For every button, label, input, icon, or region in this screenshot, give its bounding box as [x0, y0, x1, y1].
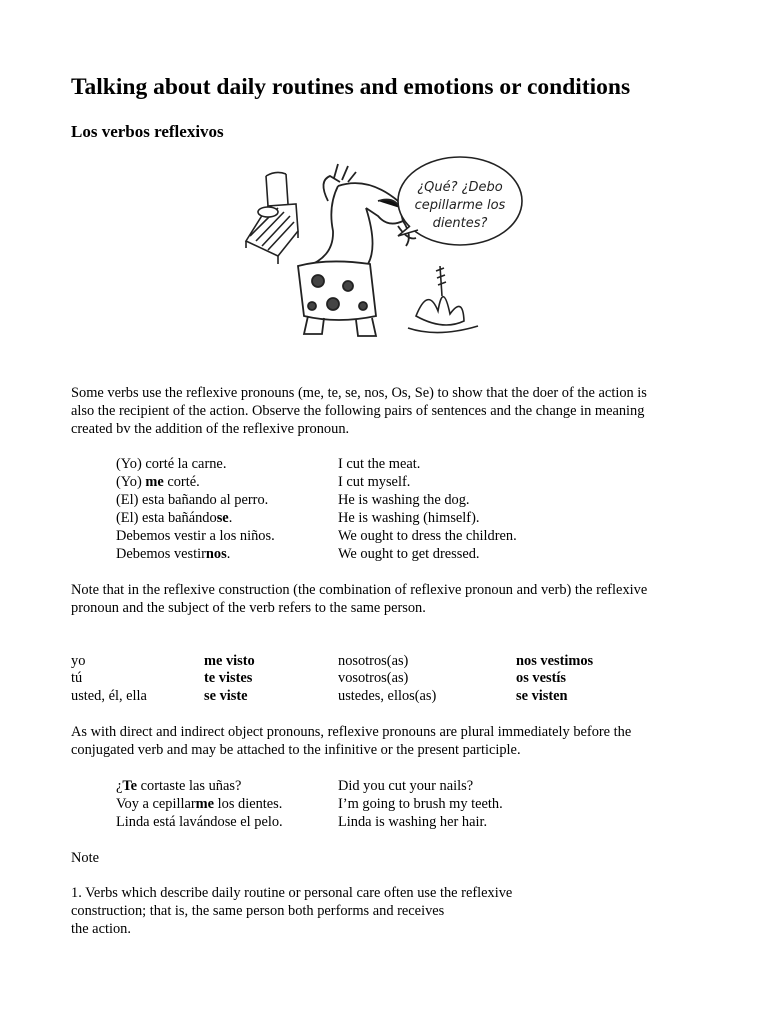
verb-form-cell: me visto — [204, 653, 255, 669]
text-line: created bv the addition of the reflexive pronoun. — [71, 421, 350, 437]
spanish-sentence: Linda está lavándose el pelo. — [116, 814, 283, 830]
spanish-sentence: (El) esta bañando al perro. — [116, 492, 269, 508]
english-sentence: I’m going to brush my teeth. — [338, 796, 503, 812]
text-line: the action. — [71, 921, 131, 937]
spanish-sentence: (Yo) corté la carne. — [116, 456, 227, 472]
text-line: As with direct and indirect object pronouns, reflexive pronouns are plural immediately before the — [71, 724, 632, 740]
pronoun-cell: ustedes, ellos(as) — [338, 688, 437, 704]
spanish-sentence: (Yo) me corté. — [116, 474, 200, 490]
speech-text-3: dientes? — [432, 216, 488, 231]
spanish-sentence: Debemos vestirnos. — [116, 546, 231, 562]
intro-paragraph — [71, 384, 691, 438]
pronoun-cell: vosotros(as) — [338, 670, 409, 686]
verb-form-cell: se viste — [204, 688, 248, 704]
english-sentence: He is washing (himself). — [338, 510, 480, 526]
text-line: pronoun and the subject of the verb refers to the same person. — [71, 600, 426, 616]
english-sentence: He is washing the dog. — [338, 492, 470, 508]
spanish-sentence: ¿Te cortaste las uñas? — [116, 778, 242, 794]
text-line: Note — [71, 850, 99, 866]
note-heading — [71, 849, 691, 867]
pronoun-cell: tú — [71, 670, 83, 686]
english-sentence: We ought to get dressed. — [338, 546, 480, 562]
verb-form-cell: te vistes — [204, 670, 253, 686]
verb-form-cell: nos vestimos — [516, 653, 594, 669]
text-line: Note that in the reflexive construction (the combination of reflexive pronoun and verb) the reflexive — [71, 582, 648, 598]
pronoun-cell: nosotros(as) — [338, 653, 409, 669]
english-sentence: I cut myself. — [338, 474, 411, 490]
speech-text-1: ¿Qué? ¿Debo — [417, 180, 503, 195]
text-line: construction; that is, the same person both performs and receives — [71, 903, 445, 919]
text-line: also the recipient of the action. Observe the following pairs of sentences and the change in meaning — [71, 403, 645, 419]
pronoun-cell: usted, él, ella — [71, 688, 147, 704]
text-line: conjugated verb and may be attached to the infinitive or the present participle. — [71, 742, 521, 758]
english-sentence: Linda is washing her hair. — [338, 814, 488, 830]
speech-text-2: cepillarme los — [414, 198, 506, 213]
text-line: 1. Verbs which describe daily routine or personal care often use the reflexive — [71, 885, 513, 901]
pronoun-placement-paragraph — [71, 723, 691, 759]
spanish-sentence: Voy a cepillarme los dientes. — [116, 796, 283, 812]
english-sentence: We ought to dress the children. — [338, 528, 517, 544]
section-heading: Los verbos reflexivos — [71, 122, 224, 141]
note-paragraph — [71, 581, 691, 617]
spanish-sentence: Debemos vestir a los niños. — [116, 528, 275, 544]
cartoon-illustration — [238, 146, 528, 346]
note-item — [71, 884, 691, 938]
page-title: Talking about daily routines and emotions or conditions — [71, 74, 631, 100]
verb-form-cell: se visten — [516, 688, 568, 704]
english-sentence: I cut the meat. — [338, 456, 421, 472]
pronoun-cell: yo — [71, 653, 86, 669]
text-line: Some verbs use the reflexive pronouns (me, te, se, nos, Os, Se) to show that the doer of the action is — [71, 385, 647, 401]
english-sentence: Did you cut your nails? — [338, 778, 474, 794]
spanish-sentence: (El) esta bañándose. — [116, 510, 233, 526]
verb-form-cell: os vestís — [516, 670, 566, 686]
